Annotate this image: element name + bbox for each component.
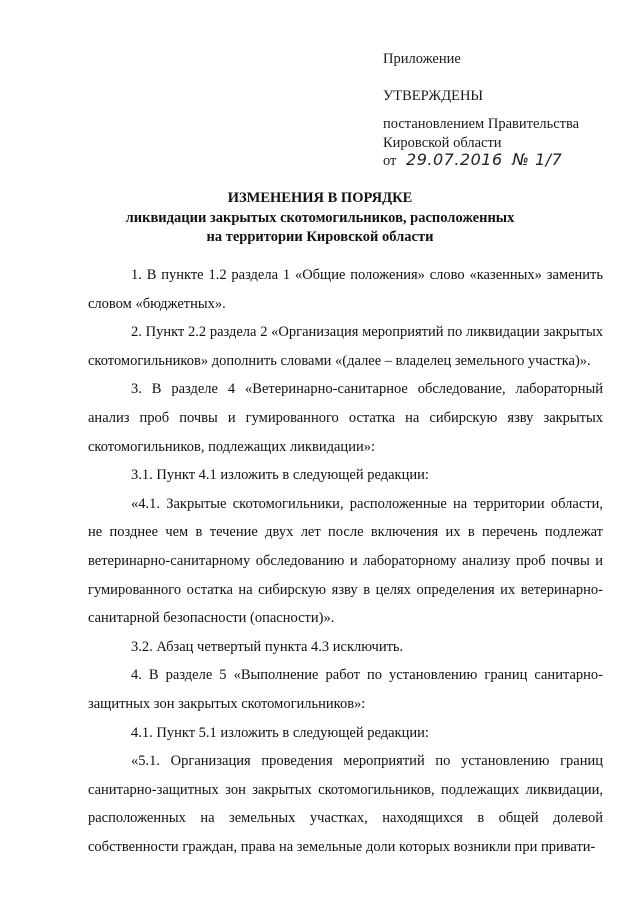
paragraph-4-1-quote: «4.1. Закрытые скотомогильники, расположенные на территории области, не позднее чем в течение двух лет после включения их в перечень подлежат ветеринарно-санитарному обследованию и лабораторному анализу проб почвы и гумированного остатка на сибирскую язву в целях определения их ветеринарно-санитарной безопасности (опасности)». <box>88 495 603 627</box>
date-prefix: от <box>383 153 397 169</box>
appendix-label: Приложение <box>383 51 461 67</box>
paragraph-4: 4. В разделе 5 «Выполнение работ по установлению границ санитарно-защитных зон закрытых скотомогильников»: <box>88 667 603 712</box>
handwritten-number: № 1/7 <box>512 150 563 169</box>
paragraph-4-1: 4.1. Пункт 5.1 изложить в следующей редакции: <box>131 724 429 741</box>
decree-date-line <box>383 150 562 171</box>
document-title: ИЗМЕНЕНИЯ В ПОРЯДКЕ <box>227 190 413 206</box>
document-subtitle-line-2: на территории Кировской области <box>206 229 434 245</box>
paragraph-1: 1. В пункте 1.2 раздела 1 «Общие положения» слово «казенных» заменить словом «бюджетных». <box>88 267 603 312</box>
document-body <box>88 261 603 861</box>
paragraph-3-2: 3.2. Абзац четвертый пункта 4.3 исключить. <box>131 638 404 655</box>
approved-label: УТВЕРЖДЕНЫ <box>383 88 484 104</box>
paragraph-2: 2. Пункт 2.2 раздела 2 «Организация мероприятий по ликвидации закрытых скотомогильников» дополнить словами «(далее – владелец земельного участка)». <box>88 324 603 369</box>
decree-line-2: Кировской области <box>383 135 502 151</box>
paragraph-3: 3. В разделе 4 «Ветеринарно-санитарное обследование, лабораторный анализ проб почвы и гумированного остатка на сибирскую язву закрытых скотомогильников, подлежащих ликвидации»: <box>88 381 603 455</box>
paragraph-3-1: 3.1. Пункт 4.1 изложить в следующей редакции: <box>131 467 429 484</box>
document-subtitle-line-1: ликвидации закрытых скотомогильников, расположенных <box>125 210 515 226</box>
decree-line-1: постановлением Правительства <box>383 116 580 132</box>
handwritten-date: 29.07.2016 <box>406 150 503 169</box>
paragraph-5-1-quote: «5.1. Организация проведения мероприятий по установлению границ санитарно-защитных зон закрытых скотомогильников, подлежащих ликвидации, расположенных на земельных участках, находящихся в общей долевой собственности граждан, права на земельные доли которых возникли при привати- <box>88 753 603 855</box>
